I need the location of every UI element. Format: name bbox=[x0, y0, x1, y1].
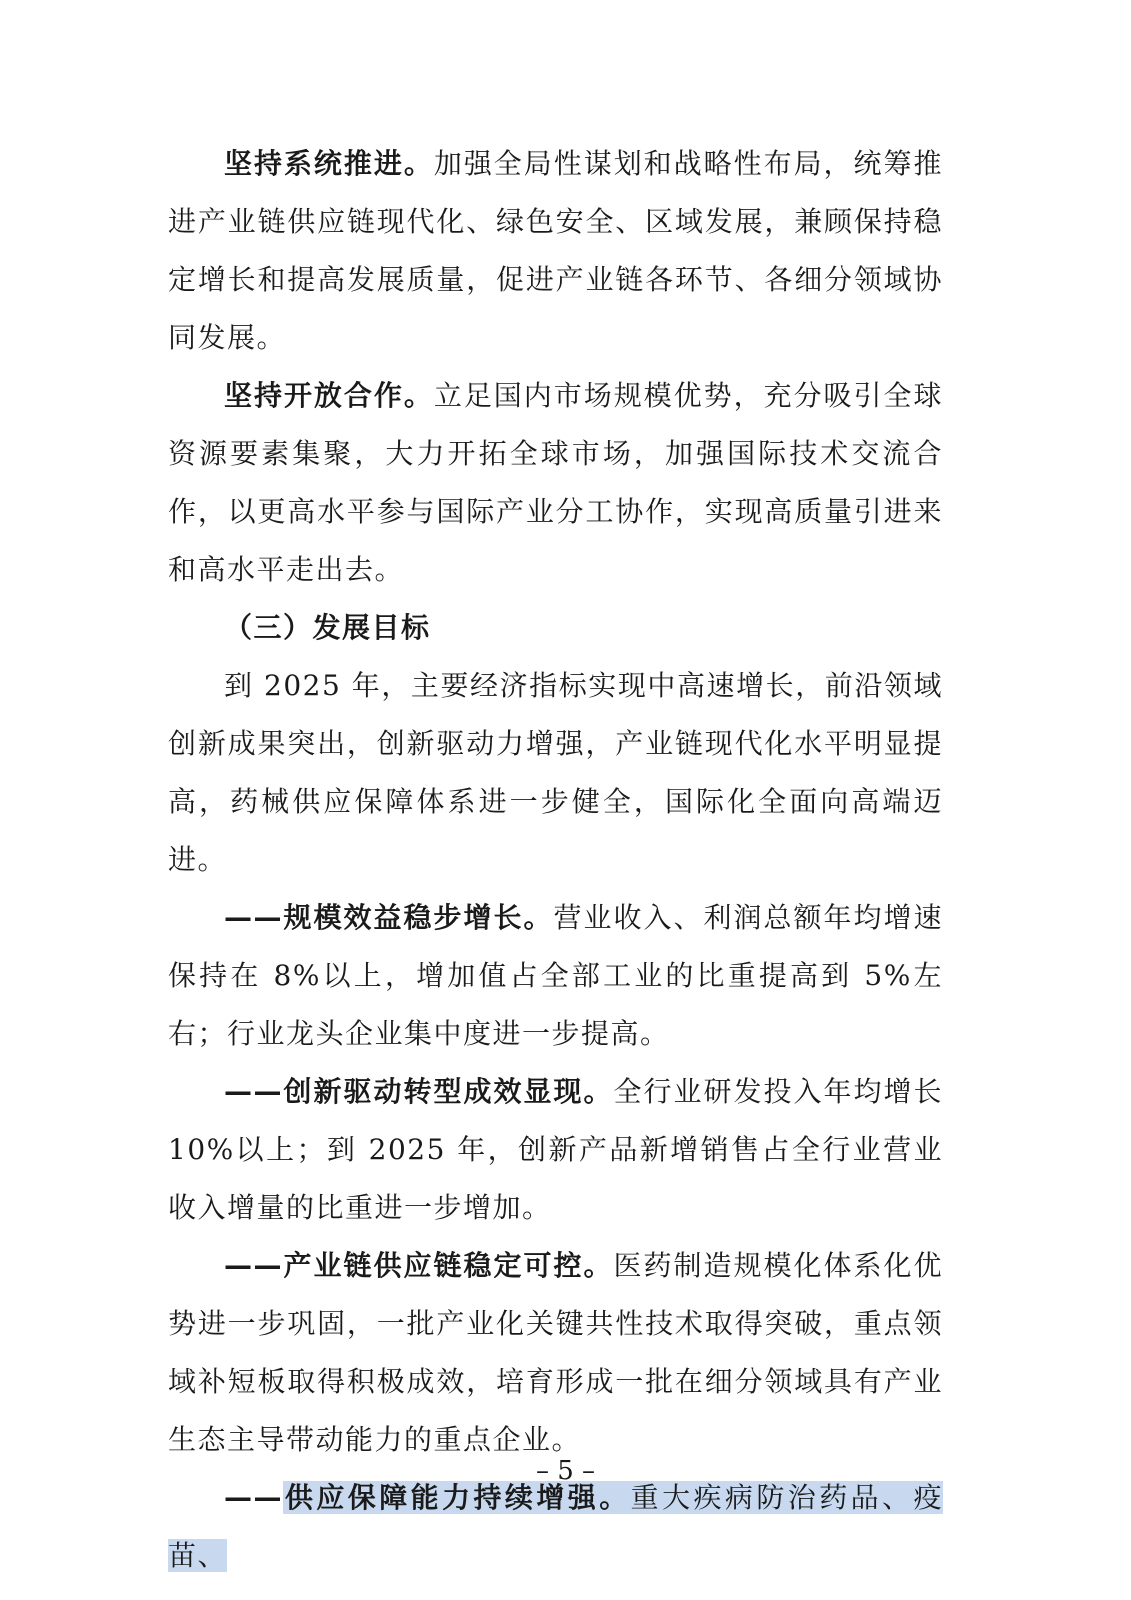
paragraph-innovation-driven bbox=[168, 1063, 943, 1237]
paragraph-supply-chain bbox=[168, 1237, 943, 1469]
paragraph-text: 立足国内市场规模优势，充分吸引全球资源要素集聚，大力开拓全球市场，加强国际技术交流合作，以更高水平参与国际产业分工协作，实现高质量引进来和高水平走出去。 bbox=[168, 379, 943, 586]
paragraph-lead: 坚持系统推进。 bbox=[224, 147, 434, 180]
paragraph-lead: ——创新驱动转型成效显现。 bbox=[224, 1075, 614, 1108]
paragraph-systematic-advance bbox=[168, 135, 943, 367]
paragraph-2025-goals bbox=[168, 657, 943, 889]
paragraph-lead: ——产业链供应链稳定可控。 bbox=[224, 1249, 614, 1282]
highlighted-text[interactable]: 重大疾病防治药品、疫苗、 bbox=[168, 1481, 943, 1572]
paragraph-lead: ——规模效益稳步增长。 bbox=[224, 901, 554, 934]
highlighted-lead[interactable]: 供应保障能力持续增强。 bbox=[283, 1481, 631, 1514]
paragraph-text: 加强全局性谋划和战略性布局，统筹推进产业链供应链现代化、绿色安全、区域发展，兼顾保持稳定增长和提高发展质量，促进产业链各环节、各细分领域协同发展。 bbox=[168, 147, 943, 354]
paragraph-text: 全行业研发投入年均增长 10%以上；到 2025 年，创新产品新增销售占全行业营业收入增量的比重进一步增加。 bbox=[168, 1075, 943, 1224]
document-body bbox=[168, 135, 943, 1585]
paragraph-open-cooperation bbox=[168, 367, 943, 599]
paragraph-text: 到 2025 年，主要经济指标实现中高速增长，前沿领域创新成果突出，创新驱动力增强，产业链现代化水平明显提高，药械供应保障体系进一步健全，国际化全面向高端迈进。 bbox=[168, 669, 943, 876]
paragraph-text: 营业收入、利润总额年均增速保持在 8%以上，增加值占全部工业的比重提高到 5%左右；行业龙头企业集中度进一步提高。 bbox=[168, 901, 943, 1050]
page-number: – 5 – bbox=[535, 1456, 596, 1486]
paragraph-text: 医药制造规模化体系化优势进一步巩固，一批产业化关键共性技术取得突破，重点领域补短板取得积极成效，培育形成一批在细分领域具有产业生态主导带动能力的重点企业。 bbox=[168, 1249, 943, 1456]
paragraph-scale-benefit bbox=[168, 889, 943, 1063]
section-heading: （三）发展目标 bbox=[224, 611, 431, 644]
paragraph-prefix: —— bbox=[224, 1481, 283, 1514]
paragraph-lead: 坚持开放合作。 bbox=[224, 379, 434, 412]
